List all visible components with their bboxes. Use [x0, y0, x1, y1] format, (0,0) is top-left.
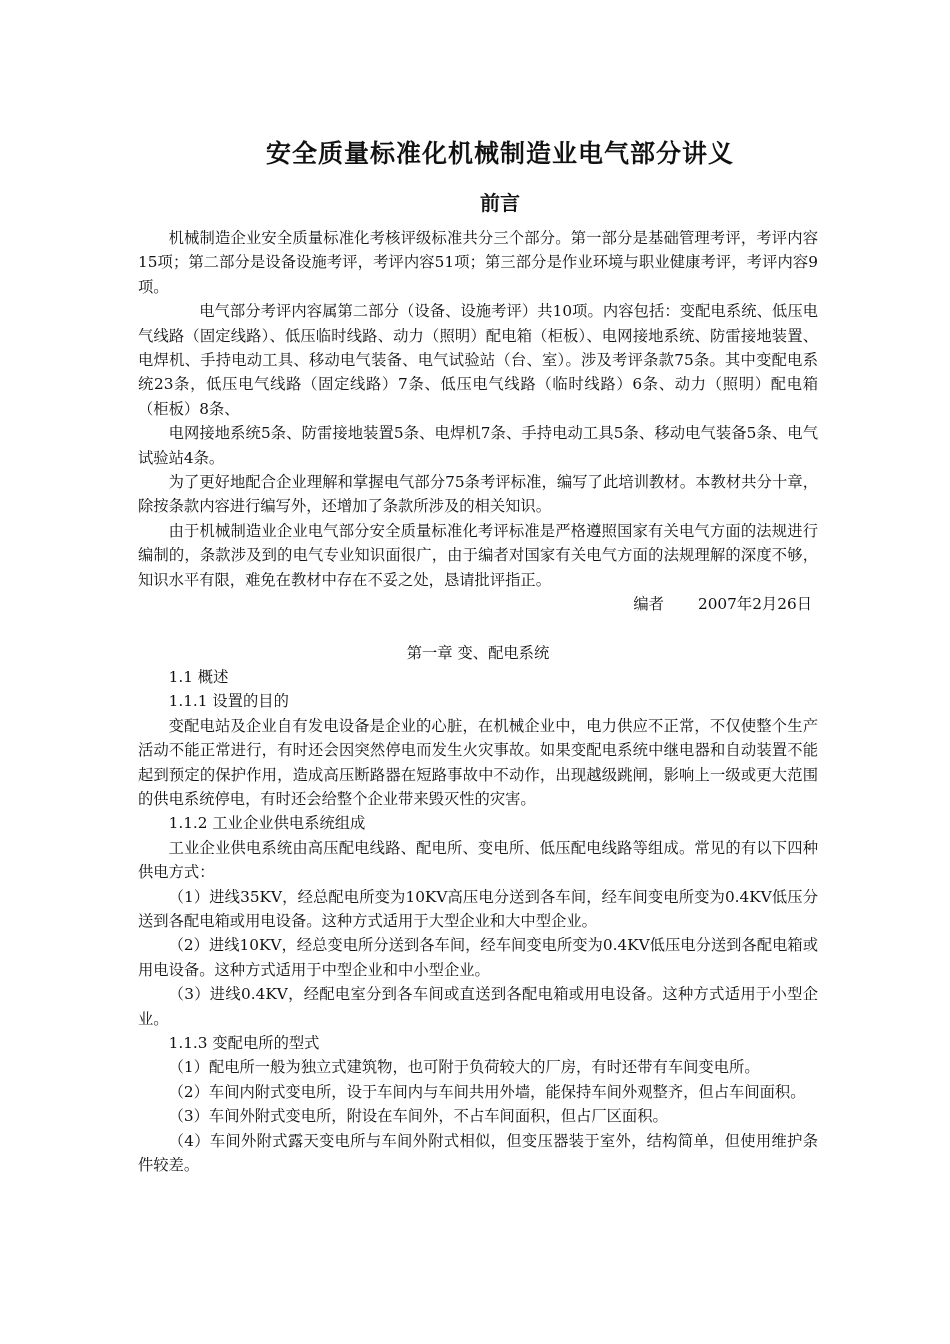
signature-date: 2007年2月26日	[697, 595, 812, 614]
section-heading: 1.1.1 设置的目的	[168, 692, 289, 711]
list-item: （1）配电所一般为独立式建筑物，也可附于负荷较大的厂房，有时还带有车间变电所。	[168, 1058, 760, 1077]
list-item: （4）车间外附式露天变电所与车间外附式相似，但变压器装于室外，结构简单，但使用维护条件较差。	[138, 1131, 818, 1175]
preface-heading: 前言	[480, 191, 520, 215]
list-item: （2）进线10KV，经总变电所分送到各车间，经车间变电所变为0.4KV低压电分送到各配电箱或用电设备。这种方式适用于中型企业和中小型企业。	[138, 936, 818, 979]
chapter-paragraph: 变配电站及企业自有发电设备是企业的心脏，在机械企业中，电力供应不正常，不仅使整个生产活动不能正常进行，有时还会因突然停电而发生火灾事故。如果变配电系统中继电器和自动装置不能起到预定的保护作用，造成高压断路器在短路事故中不动作，出现越级跳闸，影响上一级或更大范围的供电系统停电，有时还会给整个企业带来毁灭性的灾害。	[138, 716, 818, 808]
chapter-paragraph: 工业企业供电系统由高压配电线路、配电所、变电所、低压配电线路等组成。常见的有以下四种供电方式：	[138, 838, 818, 882]
list-item: （1）进线35KV，经总配电所变为10KV高压电分送到各车间，经车间变电所变为0.4KV低压分送到各配电箱或用电设备。这种方式适用于大型企业和大中型企业。	[138, 887, 818, 930]
signature-line	[138, 592, 818, 616]
chapter-title: 第一章 变、配电系统	[406, 643, 550, 662]
document-title: 安全质量标准化机械制造业电气部分讲义	[265, 139, 734, 168]
preface-paragraph: 电网接地系统5条、防雷接地装置5条、电焊机7条、手持电动工具5条、移动电气装备5条、电气试验站4条。	[138, 424, 818, 467]
list-item: （3）车间外附式变电所，附设在车间外，不占车间面积，但占厂区面积。	[168, 1107, 668, 1126]
signature-author: 编者	[633, 595, 664, 614]
section-heading: 1.1 概述	[168, 667, 229, 686]
list-item: （2）车间内附式变电所，设于车间内与车间共用外墙，能保持车间外观整齐，但占车间面积。	[168, 1082, 806, 1101]
preface-paragraph: 电气部分考评内容属第二部分（设备、设施考评）共10项。内容包括：变配电系统、低压电气线路（固定线路）、低压临时线路、动力（照明）配电箱（柜板）、电网接地系统、防雷接地装置、电焊机、手持电动工具、移动电气装备、电气试验站（台、室）。涉及考评条款75条。其中变配电系统23条，低压电气线路（固定线路）7条、低压电气线路（临时线路）6条、动力（照明）配电箱（柜板）8条、	[138, 302, 818, 418]
section-heading: 1.1.2 工业企业供电系统组成	[168, 814, 366, 833]
document-body	[138, 226, 818, 1177]
preface-paragraph: 为了更好地配合企业理解和掌握电气部分75条考评标准，编写了此培训教材。本教材共分十章，除按条款内容进行编写外，还增加了条款所涉及的相关知识。	[138, 473, 818, 516]
preface-paragraph: 由于机械制造业企业电气部分安全质量标准化考评标准是严格遵照国家有关电气方面的法规进行编制的，条款涉及到的电气专业知识面很广，由于编者对国家有关电气方面的法规理解的深度不够，知识水平有限，难免在教材中存在不妥之处，恳请批评指正。	[138, 521, 818, 589]
preface-paragraph: 机械制造企业安全质量标准化考核评级标准共分三个部分。第一部分是基础管理考评，考评内容15项；第二部分是设备设施考评，考评内容51项；第三部分是作业环境与职业健康考评，考评内容9项。	[138, 229, 818, 296]
section-heading: 1.1.3 变配电所的型式	[168, 1034, 320, 1052]
list-item: （3）进线0.4KV，经配电室分到各车间或直送到各配电箱或用电设备。这种方式适用于小型企业。	[138, 985, 818, 1028]
